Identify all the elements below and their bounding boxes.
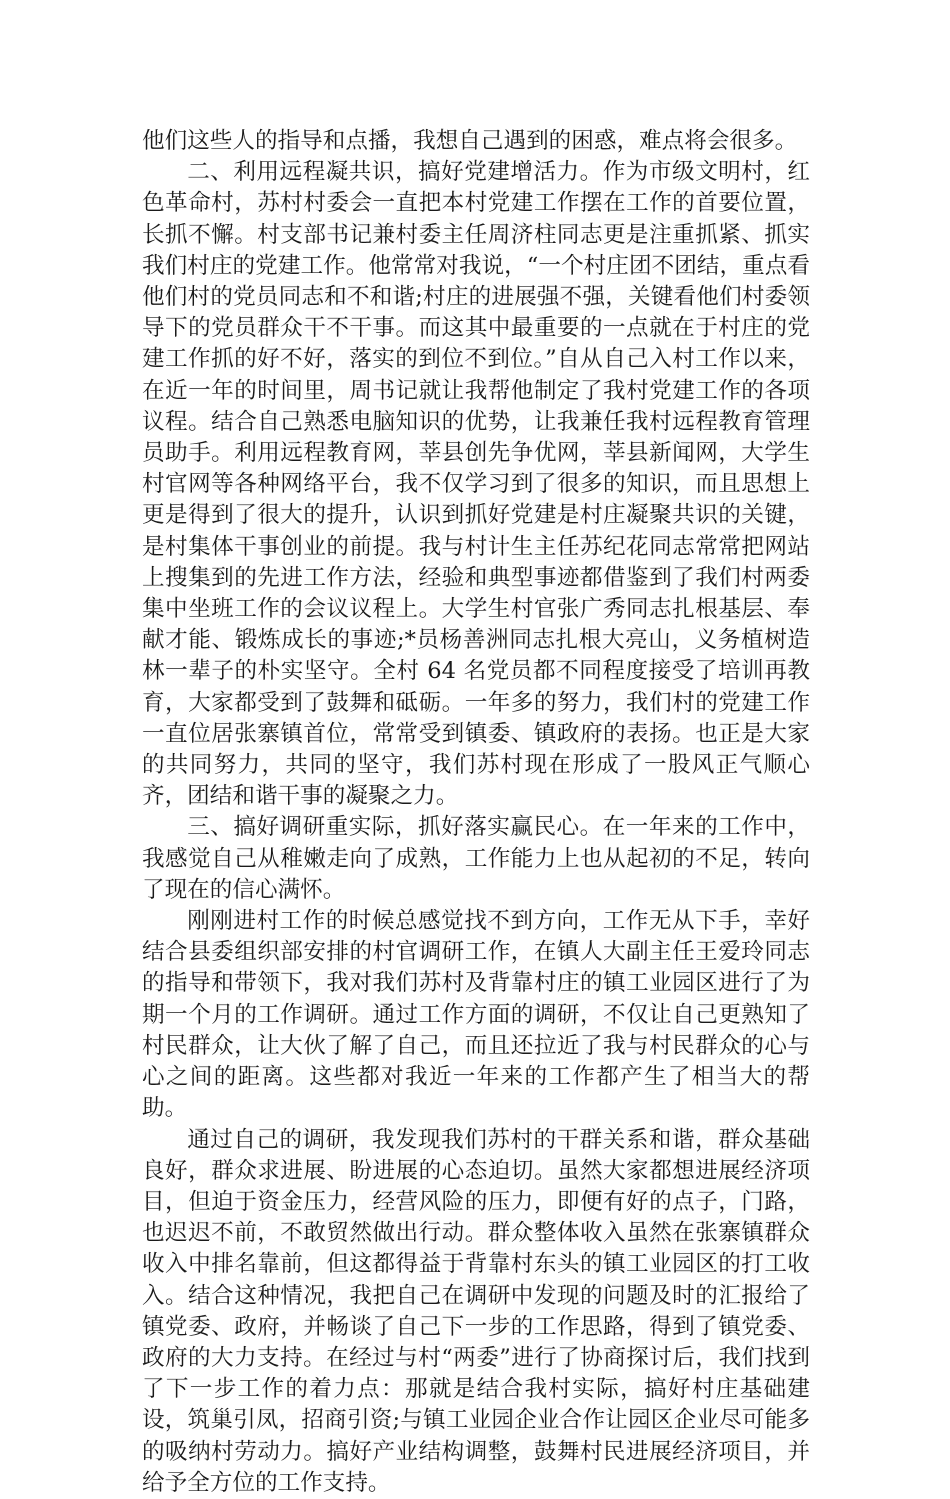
paragraph-research-heading: 三、搞好调研重实际，抓好落实赢民心。在一年来的工作中，我感觉自己从稚嫩走向了成熟，工作能力上也从起初的不足，转向了现在的信心满怀。 [142, 814, 810, 903]
document-body [142, 126, 810, 1499]
paragraph-first-research: 刚刚进村工作的时候总感觉找不到方向，工作无从下手，幸好结合县委组织部安排的村官调研工作，在镇人大副主任王爱玲同志的指导和带领下，我对我们苏村及背靠村庄的镇工业园区进行了为期一个月的工作调研。通过工作方面的调研，不仅让自己更熟知了村民群众，让大伙了解了自己，而且还拉近了我与村民群众的心与心之间的距离。这些都对我近一年来的工作都产生了相当大的帮助。 [142, 908, 810, 1122]
paragraph-research-findings: 通过自己的调研，我发现我们苏村的干群关系和谐，群众基础良好，群众求进展、盼进展的心态迫切。虽然大家都想进展经济项目，但迫于资金压力，经营风险的压力，即便有好的点子，门路，也迟迟不前，不敢贸然做出行动。群众整体收入虽然在张寨镇群众收入中排名靠前，但这都得益于背靠村东头的镇工业园区的打工收入。结合这种情况，我把自己在调研中发现的问题及时的汇报给了镇党委、政府，并畅谈了自己下一步的工作思路，得到了镇党委、政府的大力支持。在经过与村“两委”进行了协商探讨后，我们找到了下一步工作的着力点：那就是结合我村实际，搞好村庄基础建设，筑巢引凤，招商引资;与镇工业园企业合作让园区企业尽可能多的吸纳村劳动力。搞好产业结构调整，鼓舞村民进展经济项目，并给予全方位的工作支持。 [142, 1126, 810, 1496]
paragraph-party-building: 二、利用远程凝共识，搞好党建增活力。作为市级文明村，红色革命村，苏村村委会一直把本村党建工作摆在工作的首要位置，长抓不懈。村支部书记兼村委主任周济柱同志更是注重抓紧、抓实我们村庄的党建工作。他常常对我说，“一个村庄团不团结，重点看他们村的党员同志和不和谐;村庄的进展强不强，关键看他们村委领导下的党员群众干不干事。而这其中最重要的一点就在于村庄的党建工作抓的好不好，落实的到位不到位。”自从自己入村工作以来，在近一年的时间里，周书记就让我帮他制定了我村党建工作的各项议程。结合自己熟悉电脑知识的优势，让我兼任我村远程教育管理员助手。利用远程教育网，莘县创先争优网，莘县新闻网，大学生村官网等各种网络平台，我不仅学习到了很多的知识，而且思想上更是得到了很大的提升，认识到抓好党建是村庄凝聚共识的关键，是村集体干事创业的前提。我与村计生主任苏纪花同志常常把网站上搜集到的先进工作方法，经验和典型事迹都借鉴到了我们村两委集中坐班工作的会议议程上。大学生村官张广秀同志扎根基层、奉献才能、锻炼成长的事迹;*员杨善洲同志扎根大亮山，义务植树造林一辈子的朴实坚守。全村 64 名党员都不同程度接受了培训再教育，大家都受到了鼓舞和砥砺。一年多的努力，我们村的党建工作一直位居张寨镇首位，常常受到镇委、镇政府的表扬。也正是大家的共同努力，共同的坚守，我们苏村现在形成了一股风正气顺心齐，团结和谐干事的凝聚之力。 [142, 159, 810, 810]
paragraph-continuation: 他们这些人的指导和点播，我想自己遇到的困惑，难点将会很多。 [142, 128, 798, 154]
